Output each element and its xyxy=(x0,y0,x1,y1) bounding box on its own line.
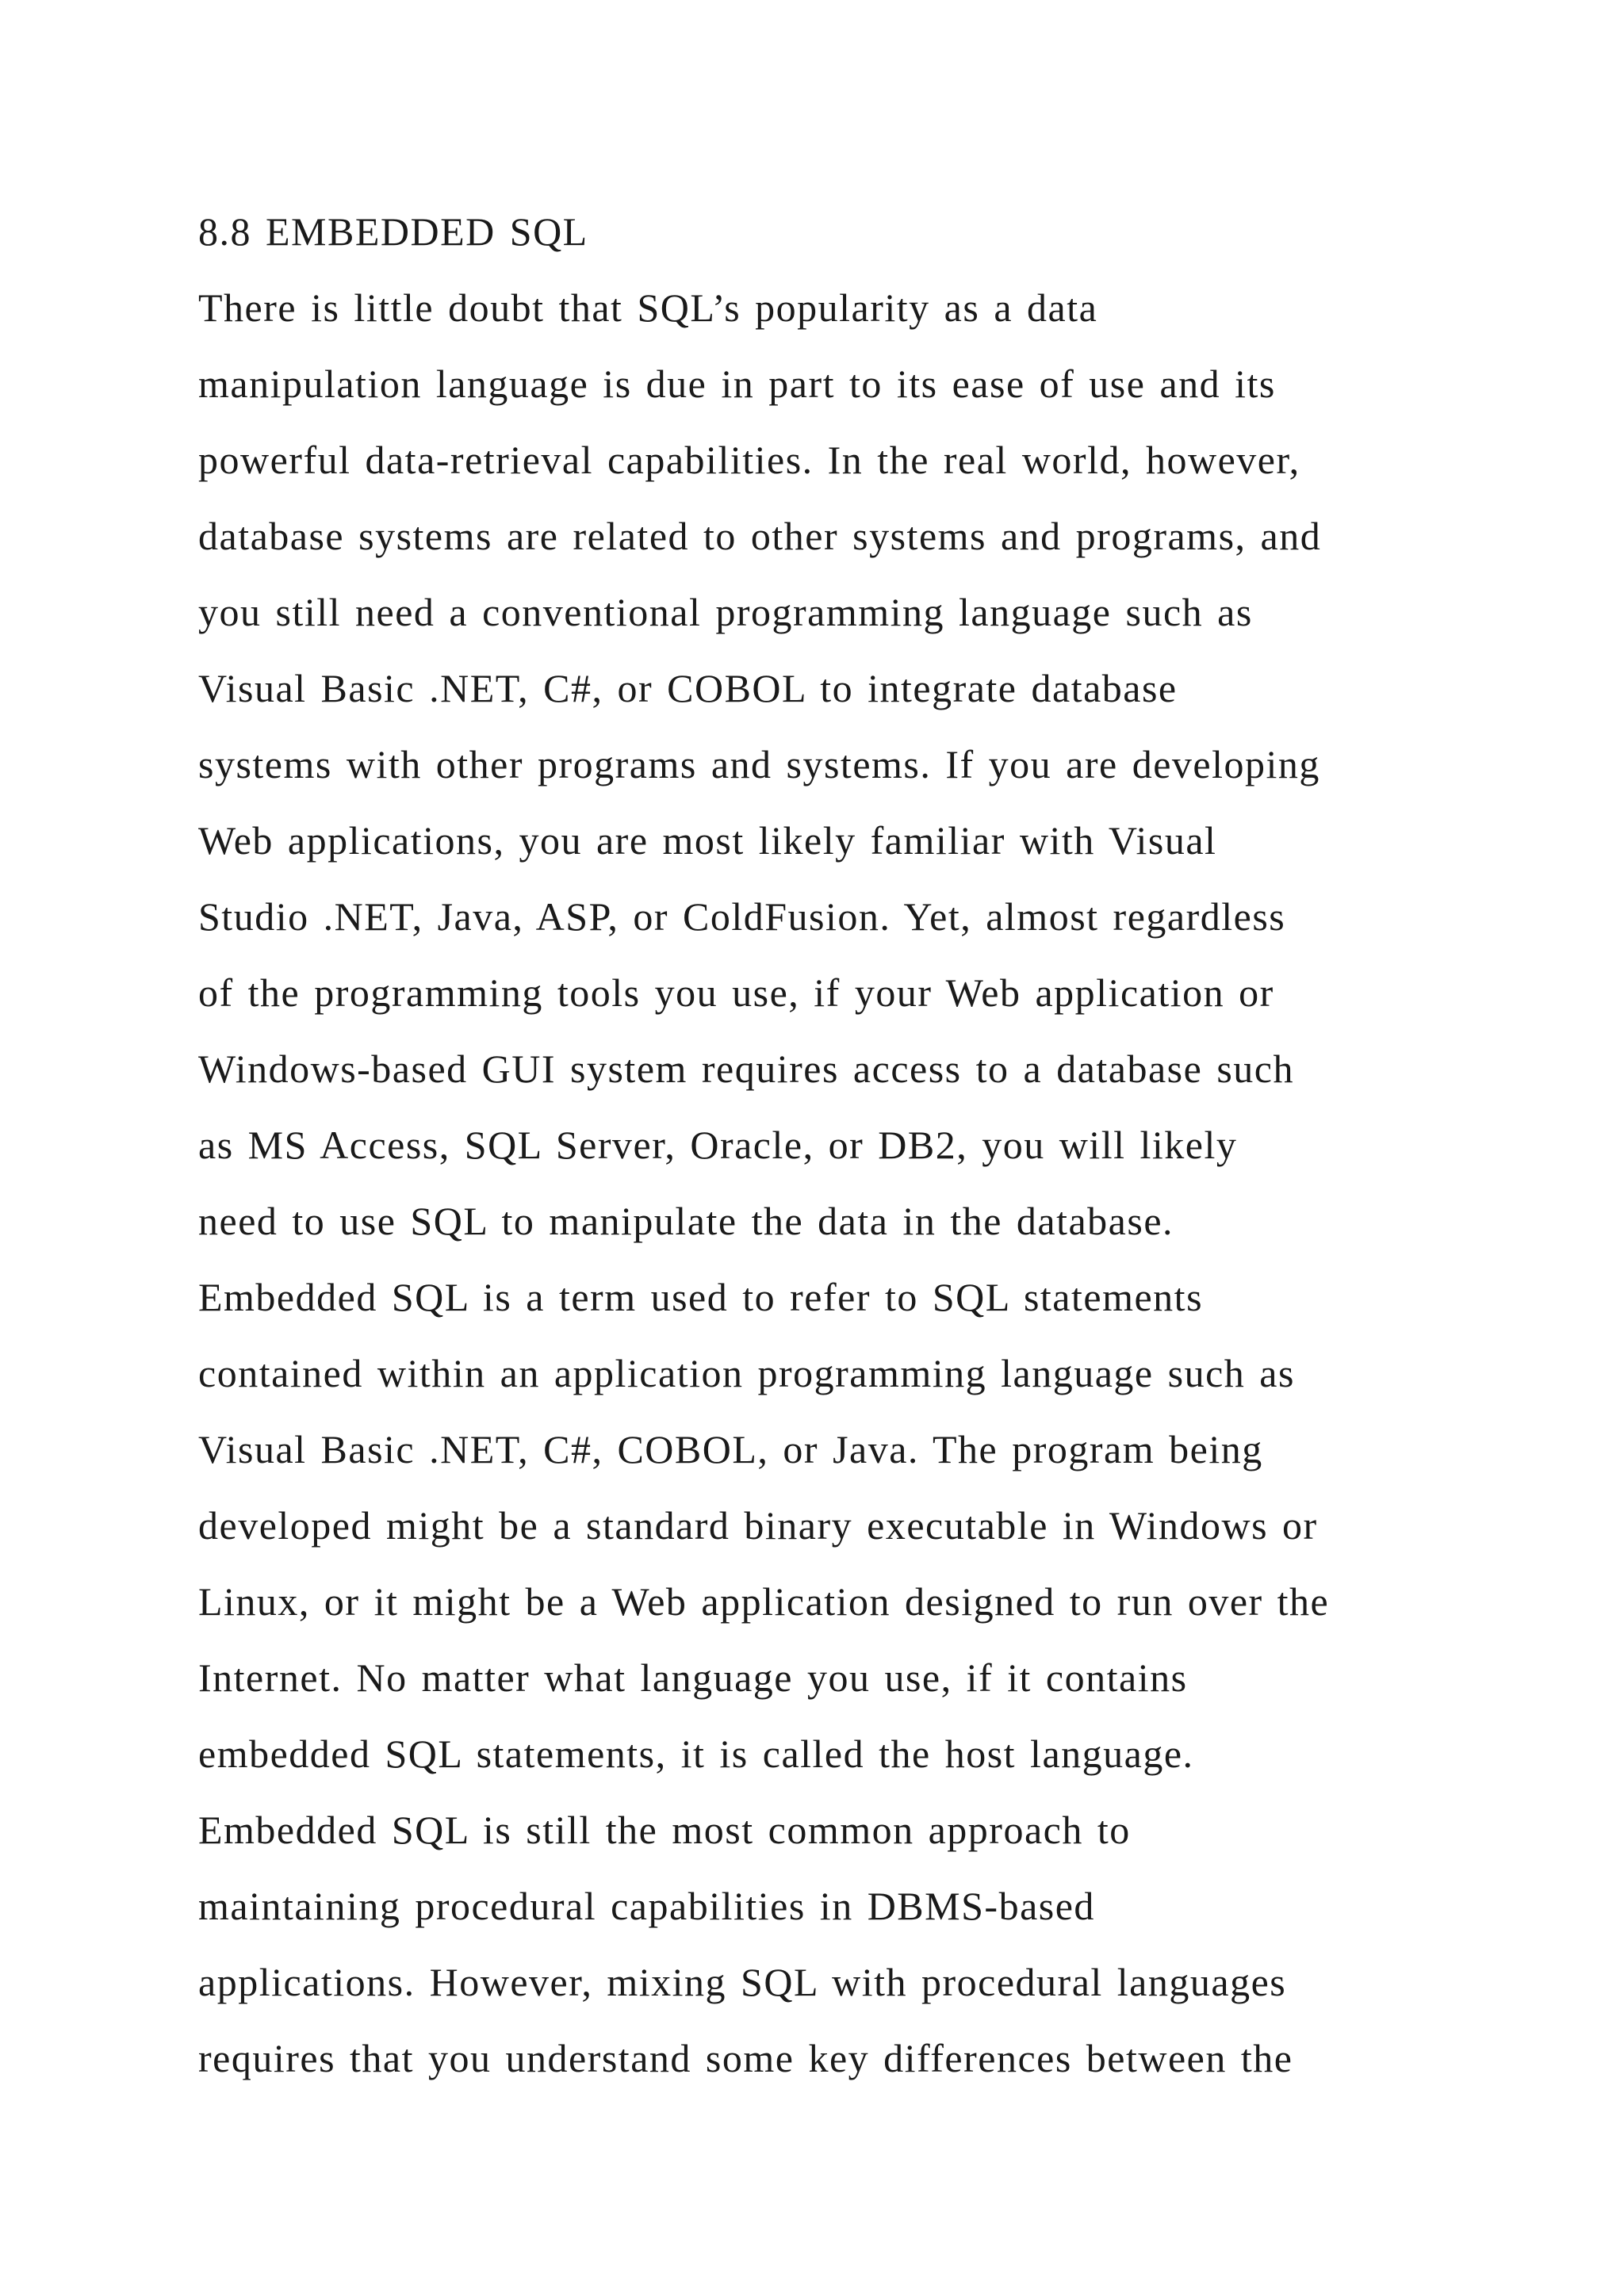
text-line: embedded SQL statements, it is called the host language. xyxy=(198,1732,1194,1776)
text-line: Embedded SQL is still the most common approach to xyxy=(198,1808,1131,1852)
text-line: developed might be a standard binary executable in Windows or xyxy=(198,1503,1318,1548)
text-line: requires that you understand some key differences between the xyxy=(198,2036,1293,2080)
text-line: Internet. No matter what language you use, if it contains xyxy=(198,1655,1188,1700)
section-heading: 8.8 EMBEDDED SQL xyxy=(198,209,588,254)
text-line: need to use SQL to manipulate the data in the database. xyxy=(198,1199,1174,1243)
text-line: manipulation language is due in part to its ease of use and its xyxy=(198,362,1276,406)
text-line: as MS Access, SQL Server, Oracle, or DB2, you will likely xyxy=(198,1123,1238,1167)
text-line: database systems are related to other systems and programs, and xyxy=(198,514,1322,558)
document-body xyxy=(198,193,1515,2096)
text-line: Studio .NET, Java, ASP, or ColdFusion. Yet, almost regardless xyxy=(198,894,1286,939)
text-line: maintaining procedural capabilities in DBMS-based xyxy=(198,1884,1095,1928)
text-line: Linux, or it might be a Web application designed to run over the xyxy=(198,1579,1330,1624)
text-line: There is little doubt that SQL’s popularity as a data xyxy=(198,285,1098,330)
text-line: Embedded SQL is a term used to refer to SQL statements xyxy=(198,1275,1204,1319)
text-line: systems with other programs and systems. If you are developing xyxy=(198,742,1320,786)
text-line: Visual Basic .NET, C#, COBOL, or Java. The program being xyxy=(198,1427,1263,1471)
text-line: Visual Basic .NET, C#, or COBOL to integrate database xyxy=(198,666,1178,710)
text-line: contained within an application programming language such as xyxy=(198,1351,1295,1395)
text-line: you still need a conventional programming language such as xyxy=(198,590,1253,634)
text-line: Windows-based GUI system requires access to a database such xyxy=(198,1047,1294,1091)
text-line: applications. However, mixing SQL with procedural languages xyxy=(198,1960,1287,2004)
text-line: Web applications, you are most likely familiar with Visual xyxy=(198,818,1217,863)
text-line: of the programming tools you use, if your Web application or xyxy=(198,970,1274,1015)
text-line: powerful data-retrieval capabilities. In the real world, however, xyxy=(198,438,1300,482)
